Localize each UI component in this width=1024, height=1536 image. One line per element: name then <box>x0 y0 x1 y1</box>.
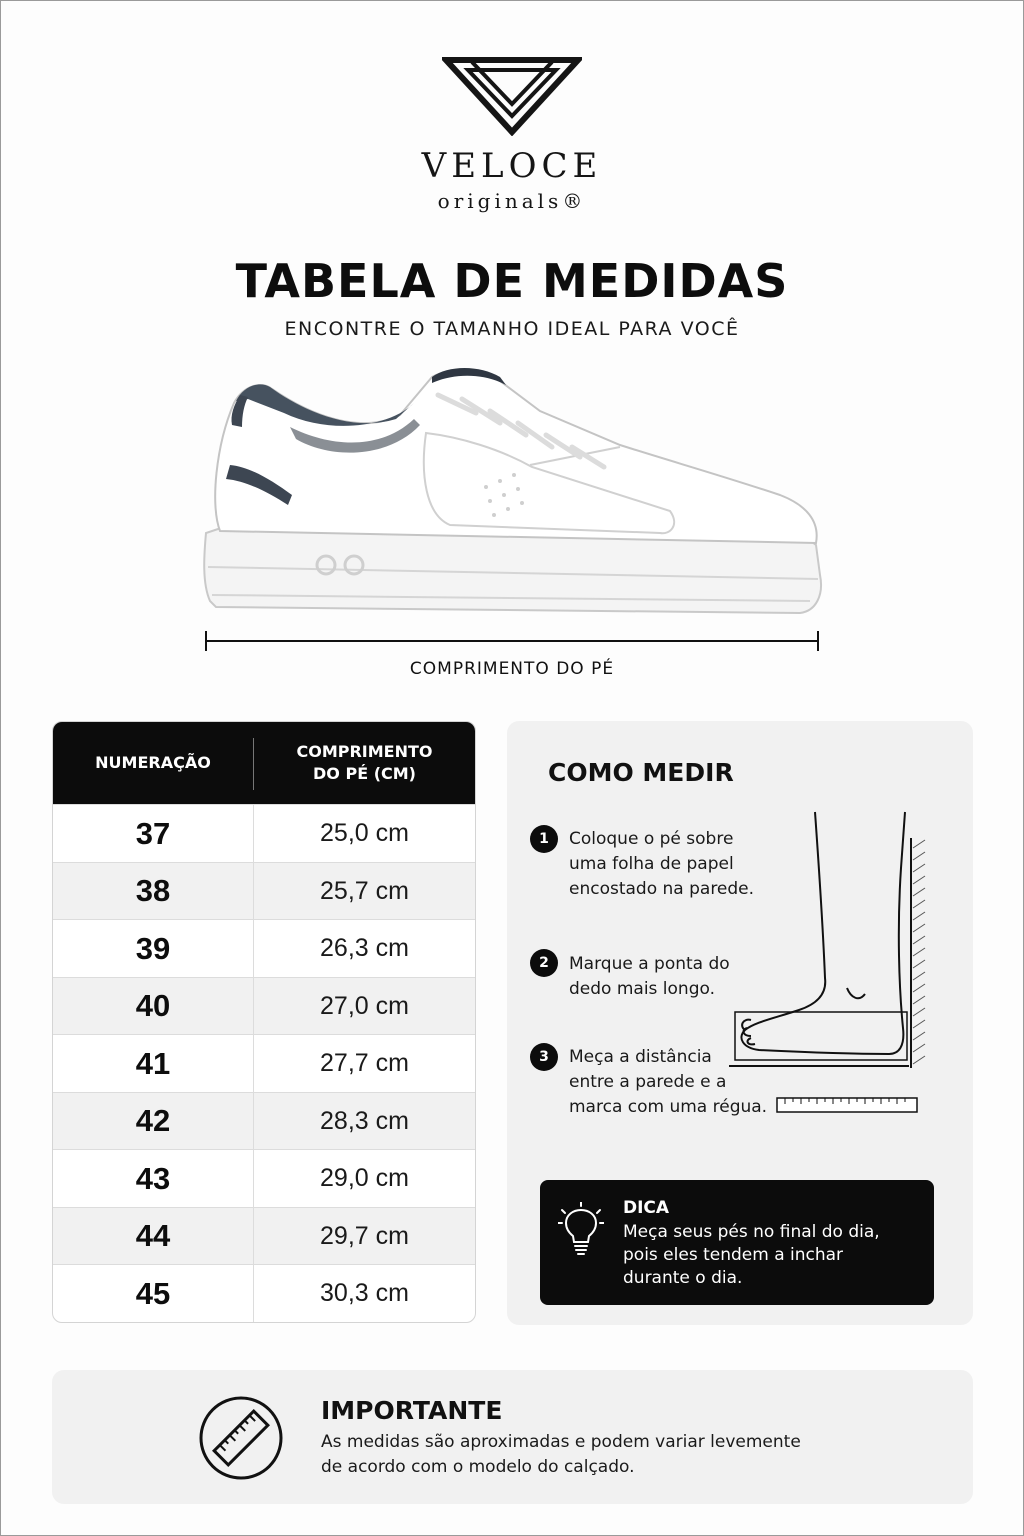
size-cell: 39 <box>135 930 171 966</box>
table-row <box>53 919 475 977</box>
length-cell: 29,7 cm <box>320 1221 409 1250</box>
tip-text <box>623 1221 880 1290</box>
step-line: encostado na parede. <box>569 879 755 899</box>
important-text <box>321 1430 801 1480</box>
step-2-text <box>569 952 730 1002</box>
step-line: uma folha de papel <box>569 854 734 874</box>
tip-line: Meça seus pés no final do dia, <box>623 1222 880 1242</box>
important-line: de acordo com o modelo do calçado. <box>321 1457 635 1477</box>
important-box <box>52 1370 973 1504</box>
brand-name: VELOCE <box>421 146 603 186</box>
size-cell: 45 <box>135 1275 171 1311</box>
step-1-text <box>569 827 754 902</box>
step-line: Coloque o pé sobre <box>569 829 734 849</box>
length-cell: 27,7 cm <box>320 1049 409 1077</box>
ruler-circle-icon <box>197 1394 285 1482</box>
tip-line: durante o dia. <box>623 1268 743 1288</box>
important-title: IMPORTANTE <box>321 1396 503 1425</box>
size-table <box>52 721 476 1323</box>
size-cell: 43 <box>135 1160 171 1196</box>
veloce-v-logo-icon <box>442 56 582 136</box>
page-title: TABELA DE MEDIDAS <box>235 254 789 308</box>
size-cell: 42 <box>135 1103 171 1138</box>
step-line: dedo mais longo. <box>569 979 716 999</box>
length-cell: 30,3 cm <box>320 1279 409 1307</box>
table-row <box>53 804 475 862</box>
header-length-line1: COMPRIMENTO <box>296 742 433 761</box>
table-row <box>53 1092 475 1150</box>
tip-title: DICA <box>623 1198 670 1218</box>
table-row <box>53 1034 475 1092</box>
length-cell: 29,0 cm <box>320 1164 409 1192</box>
step-2-badge: 2 <box>530 949 558 977</box>
how-to-measure-panel <box>507 721 973 1325</box>
step-line: marca com uma régua. <box>569 1097 768 1117</box>
table-header <box>53 722 475 804</box>
size-cell: 41 <box>135 1045 171 1081</box>
how-to-measure-title: COMO MEDIR <box>548 758 734 787</box>
lightbulb-icon <box>558 1202 604 1258</box>
size-cell: 37 <box>135 815 171 851</box>
table-row <box>53 1207 475 1265</box>
table-row <box>53 1264 475 1322</box>
size-cell: 38 <box>135 873 171 908</box>
length-cell: 25,7 cm <box>320 876 409 905</box>
length-cell: 27,0 cm <box>320 991 409 1020</box>
step-line: entre a parede e a <box>569 1072 727 1092</box>
length-cell: 28,3 cm <box>320 1106 409 1135</box>
table-row <box>53 977 475 1035</box>
length-cell: 25,0 cm <box>320 819 409 847</box>
header-length <box>254 722 475 804</box>
step-1-badge: 1 <box>530 825 558 853</box>
step-3-badge: 3 <box>530 1043 558 1071</box>
page-subtitle: ENCONTRE O TAMANHO IDEAL PARA VOCÊ <box>284 318 740 340</box>
table-row <box>53 1149 475 1207</box>
length-cell: 26,3 cm <box>320 934 409 962</box>
length-measure-line <box>204 628 820 654</box>
size-cell: 40 <box>135 988 171 1023</box>
important-line: As medidas são aproximadas e podem variar levemente <box>321 1432 801 1452</box>
step-line: Marque a ponta do <box>569 954 730 974</box>
foot-measure-illustration <box>729 808 969 1144</box>
tip-box <box>540 1180 934 1305</box>
header-length-line2: DO PÉ (CM) <box>313 764 416 783</box>
sneaker-image <box>200 355 830 620</box>
table-row <box>53 862 475 920</box>
header-size: NUMERAÇÃO <box>95 753 211 772</box>
step-line: Meça a distância <box>569 1047 712 1067</box>
brand-subtitle: originals® <box>437 189 587 213</box>
measure-label: COMPRIMENTO DO PÉ <box>409 659 615 679</box>
tip-line: pois eles tendem a inchar <box>623 1245 844 1265</box>
size-cell: 44 <box>135 1218 171 1253</box>
